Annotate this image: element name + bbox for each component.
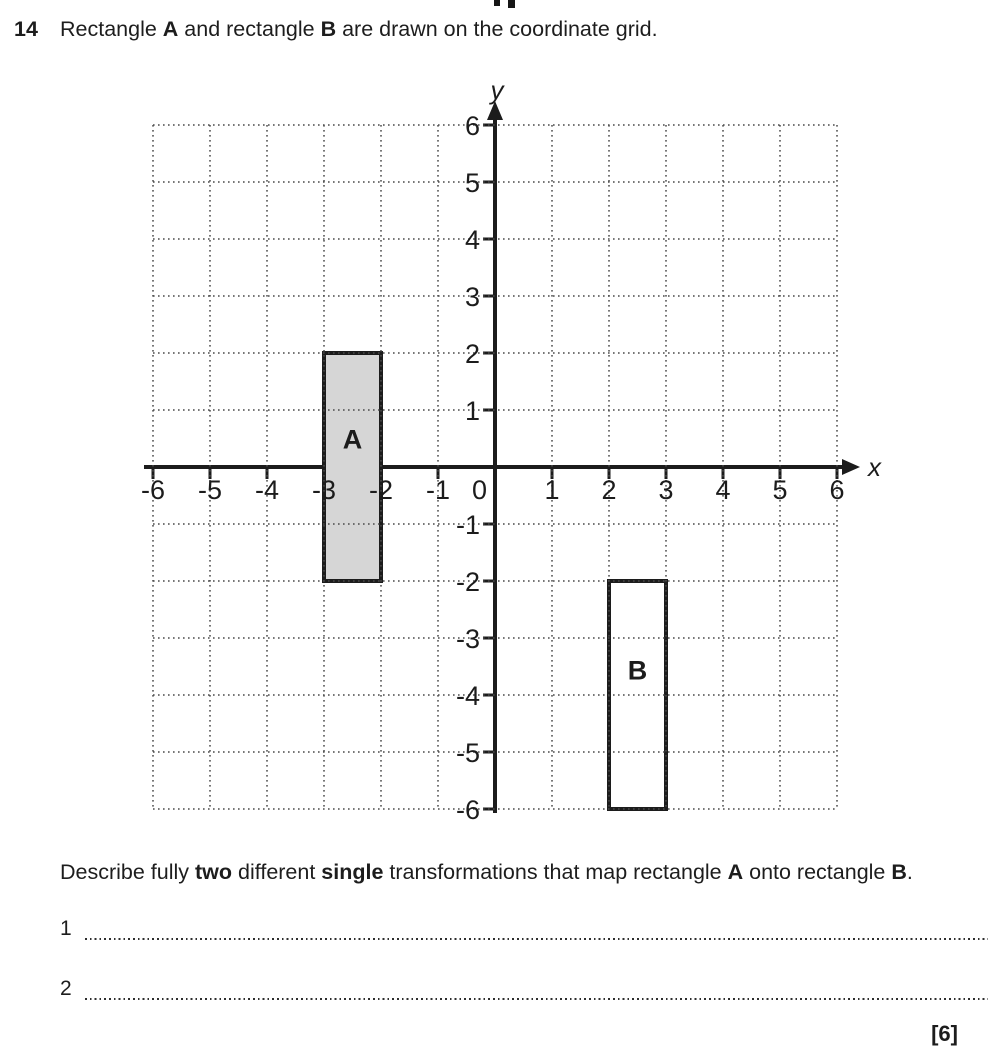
question-text: Rectangle A and rectangle B are drawn on the coordinate grid.: [60, 17, 658, 41]
svg-text:-1: -1: [455, 510, 480, 540]
svg-text:-4: -4: [254, 475, 280, 505]
svg-text:-1: -1: [425, 475, 451, 505]
answer-number: 2: [60, 977, 72, 1000]
svg-text:-3: -3: [311, 475, 337, 505]
svg-text:2: 2: [601, 475, 617, 505]
svg-text:6: 6: [464, 111, 480, 141]
svg-text:3: 3: [658, 475, 674, 505]
answer-row: [60, 914, 988, 940]
svg-text:A: A: [342, 424, 363, 455]
svg-text:-6: -6: [140, 475, 166, 505]
svg-text:1: 1: [464, 396, 480, 426]
svg-text:2: 2: [464, 339, 480, 369]
svg-text:4: 4: [464, 225, 480, 255]
svg-text:-2: -2: [455, 567, 480, 597]
svg-text:4: 4: [715, 475, 731, 505]
marks-badge: [6]: [931, 1021, 958, 1046]
svg-text:-5: -5: [197, 475, 223, 505]
svg-text:B: B: [627, 655, 648, 686]
svg-text:-2: -2: [368, 475, 394, 505]
svg-text:1: 1: [544, 475, 560, 505]
svg-text:0: 0: [471, 475, 487, 505]
svg-text:-3: -3: [455, 624, 480, 654]
answer-row: [60, 974, 988, 1000]
svg-text:5: 5: [464, 168, 480, 198]
svg-text:-5: -5: [455, 738, 480, 768]
question-number: 14: [14, 17, 38, 41]
prompt-text: Describe fully two different single transformations that map rectangle A onto rectangle B.: [60, 860, 913, 884]
answer-number: 1: [60, 917, 72, 940]
svg-text:5: 5: [772, 475, 788, 505]
svg-text:-6: -6: [455, 795, 480, 825]
svg-text:-4: -4: [455, 681, 480, 711]
svg-text:x: x: [868, 452, 881, 482]
answer-input-line[interactable]: [85, 916, 988, 940]
svg-text:6: 6: [829, 475, 845, 505]
svg-text:3: 3: [464, 282, 480, 312]
svg-text:y: y: [490, 75, 504, 105]
answer-input-line[interactable]: [85, 976, 988, 1000]
